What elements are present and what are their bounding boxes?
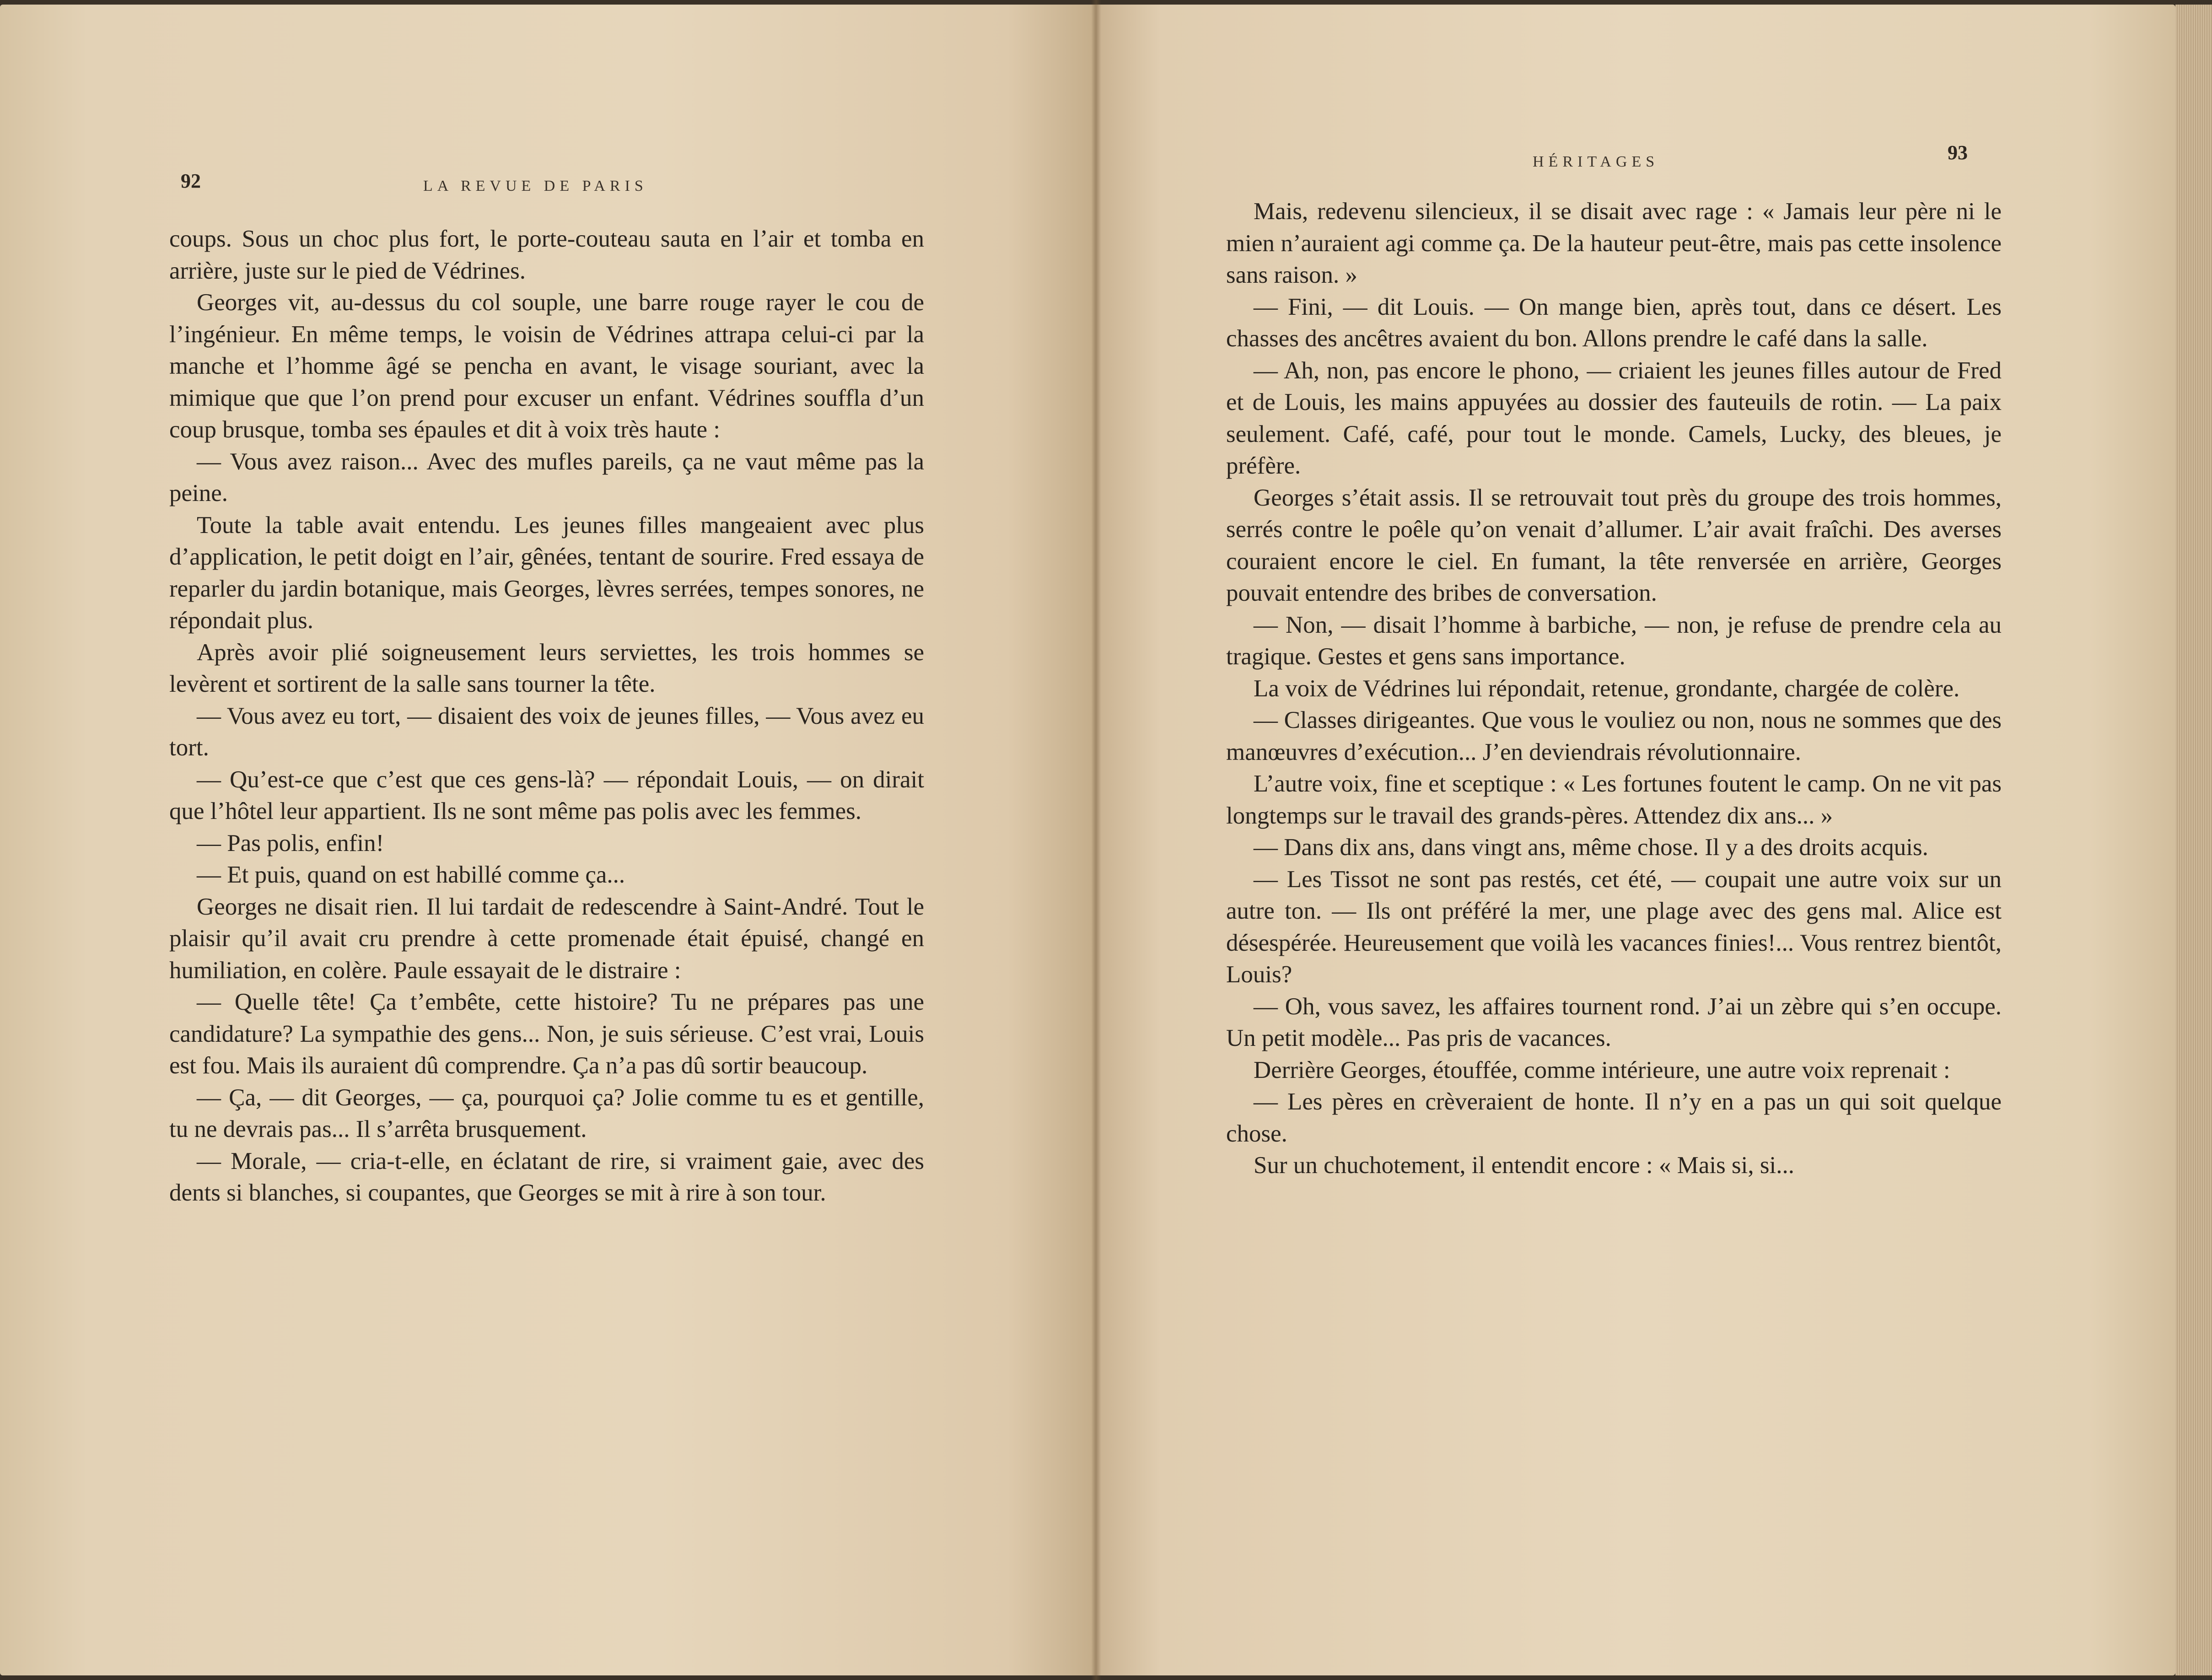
paragraph: — Pas polis, enfin! (197, 829, 384, 856)
book-gutter (1091, 0, 1101, 1680)
paragraph: — Classes dirigeantes. Que vous le vouliez ou non, nous ne sommes que des manœuvres d’exécution... J’en deviendrais révolutionnaire. (1226, 707, 2002, 765)
paragraph: — Qu’est-ce que c’est que ces gens-là? — répondait Louis, — on dirait que l’hôtel leur appartient. Ils ne sont même pas polis avec les femmes. (169, 766, 924, 824)
paragraph: Sur un chuchotement, il entendit encore : « Mais si, si... (1254, 1152, 1794, 1179)
paragraph: L’autre voix, fine et sceptique : « Les fortunes foutent le camp. On ne vit pas longtemps sur le travail des grands-pères. Attendez dix ans... » (1226, 770, 2002, 829)
paragraph: Après avoir plié soigneusement leurs serviettes, les trois hommes se levèrent et sortirent de la salle sans tourner la tête. (169, 639, 924, 697)
paragraph: — Fini, — dit Louis. — On mange bien, après tout, dans ce désert. Les chasses des ancêtres avaient du bon. Allons prendre le café dans la salle. (1226, 293, 2002, 352)
paragraph: — Non, — disait l’homme à barbiche, — non, je refuse de prendre cela au tragique. Gestes et gens sans importance. (1226, 611, 2002, 670)
page-edges (2175, 5, 2212, 1675)
paragraph: — Et puis, quand on est habillé comme ça... (197, 862, 625, 888)
paragraph: Georges ne disait rien. Il lui tardait de redescendre à Saint-André. Tout le plaisir qu’il avait cru prendre à cette promenade était épuisé, changé en humiliation, en colère. Paule essayait de le distraire : (169, 893, 924, 984)
paragraph: Georges s’était assis. Il se retrouvait tout près du groupe des trois hommes, serrés contre le poêle qu’on venait d’allumer. L’air avait fraîchi. Des averses couraient encore le ciel. En fumant, la tête renversée en arrière, Georges pouvait entendre des bribes de conversation. (1226, 484, 2002, 606)
paragraph: — Ça, — dit Georges, — ça, pourquoi ça? Jolie comme tu es et gentille, tu ne devrais pas... Il s’arrêta brusquement. (169, 1084, 924, 1142)
paragraph: Derrière Georges, étouffée, comme intérieure, une autre voix reprenait : (1254, 1056, 1950, 1083)
paragraph: — Quelle tête! Ça t’embête, cette histoire? Tu ne prépares pas une candidature? La sympathie des gens... Non, je suis sérieuse. C’est vrai, Louis est fou. Mais ils auraient dû comprendre. Ça n’a pas dû sortir beaucoup. (169, 989, 924, 1079)
running-head: LA REVUE DE PARIS (423, 178, 648, 194)
paragraph: Toute la table avait entendu. Les jeunes filles mangeaient avec plus d’application, le petit doigt en l’air, gênées, tentant de sourire. Fred essaya de reparler du jardin botanique, mais Georges, lèvres serrées, tempes sonores, ne répondait plus. (169, 512, 924, 634)
paragraph: — Dans dix ans, dans vingt ans, même chose. Il y a des droits acquis. (1254, 834, 1928, 861)
right-page (1096, 5, 2175, 1675)
paragraph: coups. Sous un choc plus fort, le porte-couteau sauta en l’air et tomba en arrière, juste sur le pied de Védrines. (169, 226, 924, 284)
paragraph: — Les pères en crèveraient de honte. Il n’y en a pas un qui soit quelque chose. (1226, 1088, 2002, 1147)
paragraph: — Ah, non, pas encore le phono, — criaient les jeunes filles autour de Fred et de Louis, les mains appuyées au dossier des fauteuils de rotin. — La paix seulement. Café, café, pour tout le monde. Camels, Lucky, des bleues, je préfère. (1226, 357, 2002, 479)
page-number: 92 (181, 170, 201, 192)
paragraph: — Oh, vous savez, les affaires tournent rond. J’ai un zèbre qui s’en occupe. Un petit modèle... Pas pris de vacances. (1226, 993, 2002, 1051)
paragraph: — Vous avez eu tort, — disaient des voix de jeunes filles, — Vous avez eu tort. (169, 702, 924, 761)
paragraph: Mais, redevenu silencieux, il se disait avec rage : « Jamais leur père ni le mien n’auraient agi comme ça. De la hauteur peut-être, mais pas cette insolence sans raison. » (1226, 198, 2002, 288)
paragraph: Georges vit, au-dessus du col souple, une barre rouge rayer le cou de l’ingénieur. En même temps, le voisin de Védrines attrapa celui-ci par la manche et l’homme âgé se pencha en avant, le visage souriant, avec la mimique que que l’on prend pour excuser un enfant. Védrines souffla d’un coup brusque, tomba ses épaules et dit à voix très haute : (169, 289, 924, 443)
body-text (1226, 196, 2002, 1182)
paragraph: — Les Tissot ne sont pas restés, cet été, — coupait une autre voix sur un autre ton. — Ils ont préféré la mer, une plage avec des gens mal. Alice est désespérée. Heureusement que voilà les vacances finies!... Vous rentrez bientôt, Louis? (1226, 866, 2002, 988)
left-page (0, 5, 1096, 1675)
page-number: 93 (1948, 141, 1968, 164)
paragraph: La voix de Védrines lui répondait, retenue, grondante, chargée de colère. (1254, 675, 1960, 702)
body-text (169, 223, 924, 1209)
paragraph: — Morale, — cria-t-elle, en éclatant de rire, si vraiment gaie, avec des dents si blanches, si coupantes, que Georges se mit à rire à son tour. (169, 1147, 924, 1206)
running-head: HÉRITAGES (1533, 153, 1659, 170)
paragraph: — Vous avez raison... Avec des mufles pareils, ça ne vaut même pas la peine. (169, 448, 924, 506)
